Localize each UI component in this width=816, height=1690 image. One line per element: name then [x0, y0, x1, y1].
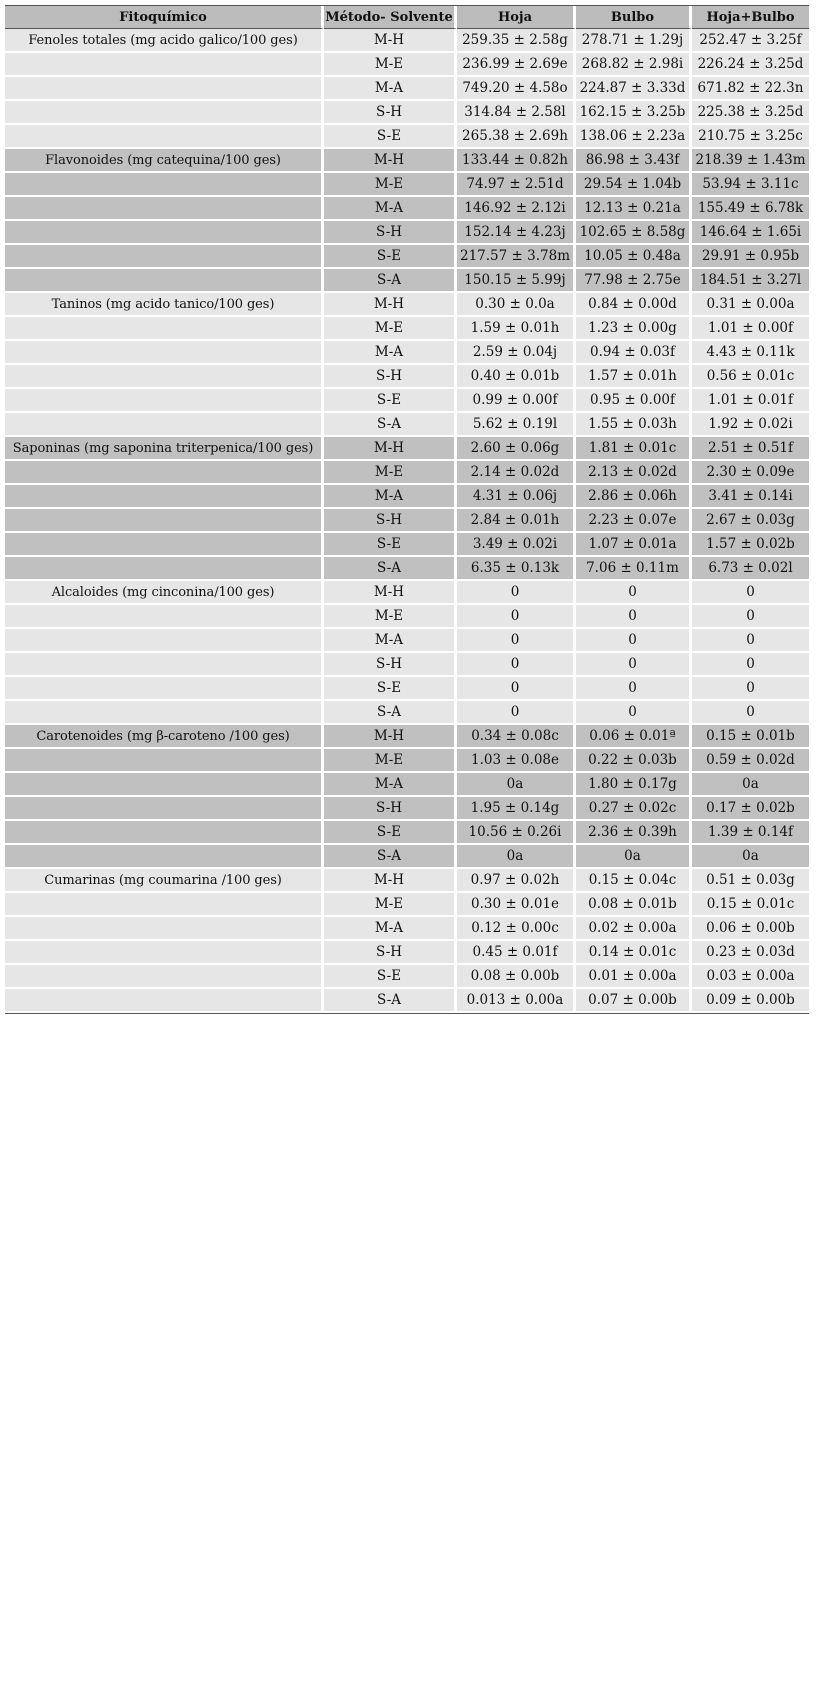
empty-name-cell — [5, 317, 324, 341]
empty-name-cell — [5, 845, 324, 869]
hoja-bulbo-value: 1.01 ± 0.00f — [692, 317, 809, 341]
bulbo-value: 0.27 ± 0.02c — [576, 797, 692, 821]
hoja-value: 749.20 ± 4.58o — [457, 77, 576, 101]
empty-name-cell — [5, 53, 324, 77]
hoja-value: 259.35 ± 2.58g — [457, 29, 576, 53]
bulbo-value: 0.84 ± 0.00d — [576, 293, 692, 317]
method-solvent-cell: M-E — [324, 317, 457, 341]
empty-name-cell — [5, 701, 324, 725]
table-row — [5, 581, 809, 605]
bulbo-value: 0a — [576, 845, 692, 869]
empty-name-cell — [5, 125, 324, 149]
hoja-bulbo-value: 0.31 ± 0.00a — [692, 293, 809, 317]
empty-name-cell — [5, 485, 324, 509]
hoja-bulbo-value: 0 — [692, 653, 809, 677]
header-fitoquimico: Fitoquímico — [5, 6, 324, 29]
bulbo-value: 2.23 ± 0.07e — [576, 509, 692, 533]
hoja-bulbo-value: 1.57 ± 0.02b — [692, 533, 809, 557]
hoja-value: 0 — [457, 629, 576, 653]
bulbo-value: 29.54 ± 1.04b — [576, 173, 692, 197]
hoja-value: 0.30 ± 0.0a — [457, 293, 576, 317]
hoja-bulbo-value: 0.17 ± 0.02b — [692, 797, 809, 821]
hoja-bulbo-value: 0 — [692, 677, 809, 701]
phytochemical-name: Saponinas (mg saponina triterpenica/100 ges) — [5, 437, 324, 461]
method-solvent-cell: S-E — [324, 125, 457, 149]
hoja-value: 0.97 ± 0.02h — [457, 869, 576, 893]
table-row — [5, 773, 809, 797]
method-solvent-cell: S-H — [324, 509, 457, 533]
empty-name-cell — [5, 797, 324, 821]
hoja-value: 1.95 ± 0.14g — [457, 797, 576, 821]
table-row — [5, 653, 809, 677]
hoja-bulbo-value: 0.56 ± 0.01c — [692, 365, 809, 389]
hoja-value: 0 — [457, 605, 576, 629]
hoja-bulbo-value: 1.92 ± 0.02i — [692, 413, 809, 437]
table-row — [5, 197, 809, 221]
table-row — [5, 533, 809, 557]
hoja-value: 1.59 ± 0.01h — [457, 317, 576, 341]
empty-name-cell — [5, 461, 324, 485]
method-solvent-cell: M-H — [324, 29, 457, 53]
hoja-value: 0.99 ± 0.00f — [457, 389, 576, 413]
hoja-bulbo-value: 0.23 ± 0.03d — [692, 941, 809, 965]
bulbo-value: 224.87 ± 3.33d — [576, 77, 692, 101]
empty-name-cell — [5, 101, 324, 125]
hoja-value: 5.62 ± 0.19l — [457, 413, 576, 437]
hoja-value: 0.12 ± 0.00c — [457, 917, 576, 941]
table-row — [5, 677, 809, 701]
table-row — [5, 893, 809, 917]
bulbo-value: 1.55 ± 0.03h — [576, 413, 692, 437]
bulbo-value: 0.06 ± 0.01ª — [576, 725, 692, 749]
hoja-bulbo-value: 0 — [692, 701, 809, 725]
hoja-bulbo-value: 0a — [692, 845, 809, 869]
method-solvent-cell: S-H — [324, 941, 457, 965]
table-row — [5, 317, 809, 341]
hoja-value: 0.34 ± 0.08c — [457, 725, 576, 749]
method-solvent-cell: M-E — [324, 173, 457, 197]
hoja-bulbo-value: 1.01 ± 0.01f — [692, 389, 809, 413]
table-row — [5, 293, 809, 317]
hoja-bulbo-value: 1.39 ± 0.14f — [692, 821, 809, 845]
empty-name-cell — [5, 677, 324, 701]
bulbo-value: 0.15 ± 0.04c — [576, 869, 692, 893]
phytochemical-name: Taninos (mg acido tanico/100 ges) — [5, 293, 324, 317]
table-row — [5, 173, 809, 197]
bulbo-value: 1.57 ± 0.01h — [576, 365, 692, 389]
method-solvent-cell: S-E — [324, 677, 457, 701]
method-solvent-cell: M-H — [324, 293, 457, 317]
bulbo-value: 0 — [576, 605, 692, 629]
hoja-bulbo-value: 210.75 ± 3.25c — [692, 125, 809, 149]
phytochemical-name: Fenoles totales (mg acido galico/100 ges) — [5, 29, 324, 53]
bulbo-value: 0 — [576, 677, 692, 701]
method-solvent-cell: S-H — [324, 101, 457, 125]
hoja-value: 152.14 ± 4.23j — [457, 221, 576, 245]
empty-name-cell — [5, 965, 324, 989]
bulbo-value: 138.06 ± 2.23a — [576, 125, 692, 149]
empty-name-cell — [5, 989, 324, 1013]
table-row — [5, 413, 809, 437]
table-row — [5, 149, 809, 173]
bulbo-value: 162.15 ± 3.25b — [576, 101, 692, 125]
hoja-bulbo-value: 226.24 ± 3.25d — [692, 53, 809, 77]
method-solvent-cell: S-A — [324, 269, 457, 293]
bulbo-value: 1.23 ± 0.00g — [576, 317, 692, 341]
hoja-bulbo-value: 0.06 ± 0.00b — [692, 917, 809, 941]
table-row — [5, 389, 809, 413]
hoja-bulbo-value: 0 — [692, 605, 809, 629]
hoja-value: 10.56 ± 0.26i — [457, 821, 576, 845]
hoja-bulbo-value: 0.15 ± 0.01c — [692, 893, 809, 917]
table-row — [5, 221, 809, 245]
empty-name-cell — [5, 653, 324, 677]
hoja-bulbo-value: 225.38 ± 3.25d — [692, 101, 809, 125]
bulbo-value: 268.82 ± 2.98i — [576, 53, 692, 77]
bulbo-value: 0.95 ± 0.00f — [576, 389, 692, 413]
empty-name-cell — [5, 605, 324, 629]
table-row — [5, 989, 809, 1013]
hoja-value: 0.08 ± 0.00b — [457, 965, 576, 989]
table-row — [5, 941, 809, 965]
table-row — [5, 125, 809, 149]
hoja-bulbo-value: 252.47 ± 3.25f — [692, 29, 809, 53]
table-row — [5, 269, 809, 293]
hoja-bulbo-value: 2.30 ± 0.09e — [692, 461, 809, 485]
table-row — [5, 605, 809, 629]
method-solvent-cell: M-H — [324, 725, 457, 749]
empty-name-cell — [5, 749, 324, 773]
header-bulbo: Bulbo — [576, 6, 692, 29]
method-solvent-cell: S-E — [324, 389, 457, 413]
empty-name-cell — [5, 389, 324, 413]
method-solvent-cell: M-E — [324, 53, 457, 77]
hoja-value: 0.40 ± 0.01b — [457, 365, 576, 389]
empty-name-cell — [5, 269, 324, 293]
hoja-bulbo-value: 3.41 ± 0.14i — [692, 485, 809, 509]
method-solvent-cell: S-H — [324, 797, 457, 821]
method-solvent-cell: S-E — [324, 245, 457, 269]
hoja-bulbo-value: 0.51 ± 0.03g — [692, 869, 809, 893]
table-row — [5, 365, 809, 389]
hoja-value: 0a — [457, 773, 576, 797]
bulbo-value: 0.94 ± 0.03f — [576, 341, 692, 365]
empty-name-cell — [5, 629, 324, 653]
table-row — [5, 485, 809, 509]
method-solvent-cell: M-A — [324, 629, 457, 653]
method-solvent-cell: M-H — [324, 869, 457, 893]
bulbo-value: 0.07 ± 0.00b — [576, 989, 692, 1013]
table-row — [5, 101, 809, 125]
hoja-value: 217.57 ± 3.78m — [457, 245, 576, 269]
empty-name-cell — [5, 245, 324, 269]
hoja-bulbo-value: 0.15 ± 0.01b — [692, 725, 809, 749]
method-solvent-cell: S-H — [324, 365, 457, 389]
table-row — [5, 629, 809, 653]
bulbo-value: 0.01 ± 0.00a — [576, 965, 692, 989]
empty-name-cell — [5, 221, 324, 245]
hoja-value: 6.35 ± 0.13k — [457, 557, 576, 581]
hoja-bulbo-value: 0 — [692, 629, 809, 653]
hoja-value: 74.97 ± 2.51d — [457, 173, 576, 197]
empty-name-cell — [5, 533, 324, 557]
bulbo-value: 0 — [576, 653, 692, 677]
empty-name-cell — [5, 341, 324, 365]
hoja-bulbo-value: 146.64 ± 1.65i — [692, 221, 809, 245]
table-row — [5, 869, 809, 893]
header-metodo-solvente: Método- Solvente — [324, 6, 457, 29]
bulbo-value: 0 — [576, 581, 692, 605]
method-solvent-cell: S-E — [324, 821, 457, 845]
hoja-value: 3.49 ± 0.02i — [457, 533, 576, 557]
empty-name-cell — [5, 197, 324, 221]
table-row — [5, 917, 809, 941]
table-row — [5, 341, 809, 365]
phytochemical-name: Carotenoides (mg β-caroteno /100 ges) — [5, 725, 324, 749]
method-solvent-cell: M-A — [324, 197, 457, 221]
table-row — [5, 797, 809, 821]
hoja-bulbo-value: 0a — [692, 773, 809, 797]
table-row — [5, 509, 809, 533]
hoja-value: 236.99 ± 2.69e — [457, 53, 576, 77]
method-solvent-cell: S-A — [324, 557, 457, 581]
method-solvent-cell: M-E — [324, 893, 457, 917]
hoja-value: 0 — [457, 677, 576, 701]
hoja-bulbo-value: 29.91 ± 0.95b — [692, 245, 809, 269]
hoja-value: 4.31 ± 0.06j — [457, 485, 576, 509]
method-solvent-cell: M-A — [324, 77, 457, 101]
phytochemical-table — [5, 5, 809, 1014]
hoja-bulbo-value: 4.43 ± 0.11k — [692, 341, 809, 365]
hoja-value: 1.03 ± 0.08e — [457, 749, 576, 773]
table-row — [5, 53, 809, 77]
table-row — [5, 557, 809, 581]
phytochemical-name: Cumarinas (mg coumarina /100 ges) — [5, 869, 324, 893]
method-solvent-cell: M-A — [324, 917, 457, 941]
method-solvent-cell: M-H — [324, 437, 457, 461]
hoja-value: 146.92 ± 2.12i — [457, 197, 576, 221]
hoja-bulbo-value: 218.39 ± 1.43m — [692, 149, 809, 173]
bulbo-value: 2.13 ± 0.02d — [576, 461, 692, 485]
table-row — [5, 437, 809, 461]
empty-name-cell — [5, 77, 324, 101]
bulbo-value: 0.22 ± 0.03b — [576, 749, 692, 773]
hoja-value: 150.15 ± 5.99j — [457, 269, 576, 293]
hoja-bulbo-value: 0.03 ± 0.00a — [692, 965, 809, 989]
empty-name-cell — [5, 365, 324, 389]
bulbo-value: 2.86 ± 0.06h — [576, 485, 692, 509]
table-row — [5, 461, 809, 485]
empty-name-cell — [5, 509, 324, 533]
hoja-value: 133.44 ± 0.82h — [457, 149, 576, 173]
method-solvent-cell: M-E — [324, 605, 457, 629]
hoja-value: 314.84 ± 2.58l — [457, 101, 576, 125]
bulbo-value: 2.36 ± 0.39h — [576, 821, 692, 845]
method-solvent-cell: S-E — [324, 533, 457, 557]
bulbo-value: 10.05 ± 0.48a — [576, 245, 692, 269]
bulbo-value: 0.14 ± 0.01c — [576, 941, 692, 965]
bulbo-value: 0.08 ± 0.01b — [576, 893, 692, 917]
table-row — [5, 29, 809, 53]
table-row — [5, 701, 809, 725]
hoja-value: 2.84 ± 0.01h — [457, 509, 576, 533]
hoja-bulbo-value: 184.51 ± 3.27l — [692, 269, 809, 293]
method-solvent-cell: M-A — [324, 341, 457, 365]
bulbo-value: 86.98 ± 3.43f — [576, 149, 692, 173]
empty-name-cell — [5, 821, 324, 845]
hoja-value: 2.59 ± 0.04j — [457, 341, 576, 365]
method-solvent-cell: M-E — [324, 461, 457, 485]
bulbo-value: 1.80 ± 0.17g — [576, 773, 692, 797]
bulbo-value: 102.65 ± 8.58g — [576, 221, 692, 245]
empty-name-cell — [5, 557, 324, 581]
table-row — [5, 245, 809, 269]
header-hoja-bulbo: Hoja+Bulbo — [692, 6, 809, 29]
table-row — [5, 845, 809, 869]
table-row — [5, 725, 809, 749]
method-solvent-cell: S-A — [324, 989, 457, 1013]
method-solvent-cell: S-A — [324, 413, 457, 437]
bulbo-value: 0 — [576, 629, 692, 653]
hoja-value: 265.38 ± 2.69h — [457, 125, 576, 149]
empty-name-cell — [5, 173, 324, 197]
table-row — [5, 965, 809, 989]
bulbo-value: 77.98 ± 2.75e — [576, 269, 692, 293]
table-row — [5, 821, 809, 845]
phytochemical-name: Flavonoides (mg catequina/100 ges) — [5, 149, 324, 173]
bulbo-value: 278.71 ± 1.29j — [576, 29, 692, 53]
hoja-bulbo-value: 0.59 ± 0.02d — [692, 749, 809, 773]
hoja-bulbo-value: 0 — [692, 581, 809, 605]
method-solvent-cell: S-A — [324, 701, 457, 725]
method-solvent-cell: M-H — [324, 581, 457, 605]
phytochemical-name: Alcaloides (mg cinconina/100 ges) — [5, 581, 324, 605]
header-row — [5, 6, 809, 29]
method-solvent-cell: S-E — [324, 965, 457, 989]
method-solvent-cell: M-A — [324, 485, 457, 509]
bulbo-value: 1.81 ± 0.01c — [576, 437, 692, 461]
method-solvent-cell: S-A — [324, 845, 457, 869]
hoja-value: 0 — [457, 653, 576, 677]
empty-name-cell — [5, 893, 324, 917]
empty-name-cell — [5, 941, 324, 965]
empty-name-cell — [5, 773, 324, 797]
hoja-value: 0a — [457, 845, 576, 869]
hoja-bulbo-value: 0.09 ± 0.00b — [692, 989, 809, 1013]
hoja-value: 0 — [457, 581, 576, 605]
method-solvent-cell: M-H — [324, 149, 457, 173]
method-solvent-cell: S-H — [324, 221, 457, 245]
bulbo-value: 1.07 ± 0.01a — [576, 533, 692, 557]
hoja-bulbo-value: 53.94 ± 3.11c — [692, 173, 809, 197]
table-row — [5, 749, 809, 773]
header-hoja: Hoja — [457, 6, 576, 29]
bulbo-value: 0 — [576, 701, 692, 725]
method-solvent-cell: M-E — [324, 749, 457, 773]
hoja-bulbo-value: 2.67 ± 0.03g — [692, 509, 809, 533]
hoja-value: 0.30 ± 0.01e — [457, 893, 576, 917]
table-row — [5, 77, 809, 101]
bulbo-value: 12.13 ± 0.21a — [576, 197, 692, 221]
bulbo-value: 0.02 ± 0.00a — [576, 917, 692, 941]
hoja-bulbo-value: 155.49 ± 6.78k — [692, 197, 809, 221]
method-solvent-cell: S-H — [324, 653, 457, 677]
bulbo-value: 7.06 ± 0.11m — [576, 557, 692, 581]
table-body — [5, 29, 809, 1013]
hoja-bulbo-value: 2.51 ± 0.51f — [692, 437, 809, 461]
hoja-value: 0 — [457, 701, 576, 725]
hoja-value: 2.14 ± 0.02d — [457, 461, 576, 485]
empty-name-cell — [5, 917, 324, 941]
hoja-value: 2.60 ± 0.06g — [457, 437, 576, 461]
hoja-value: 0.013 ± 0.00a — [457, 989, 576, 1013]
hoja-bulbo-value: 671.82 ± 22.3n — [692, 77, 809, 101]
empty-name-cell — [5, 413, 324, 437]
method-solvent-cell: M-A — [324, 773, 457, 797]
hoja-value: 0.45 ± 0.01f — [457, 941, 576, 965]
hoja-bulbo-value: 6.73 ± 0.02l — [692, 557, 809, 581]
